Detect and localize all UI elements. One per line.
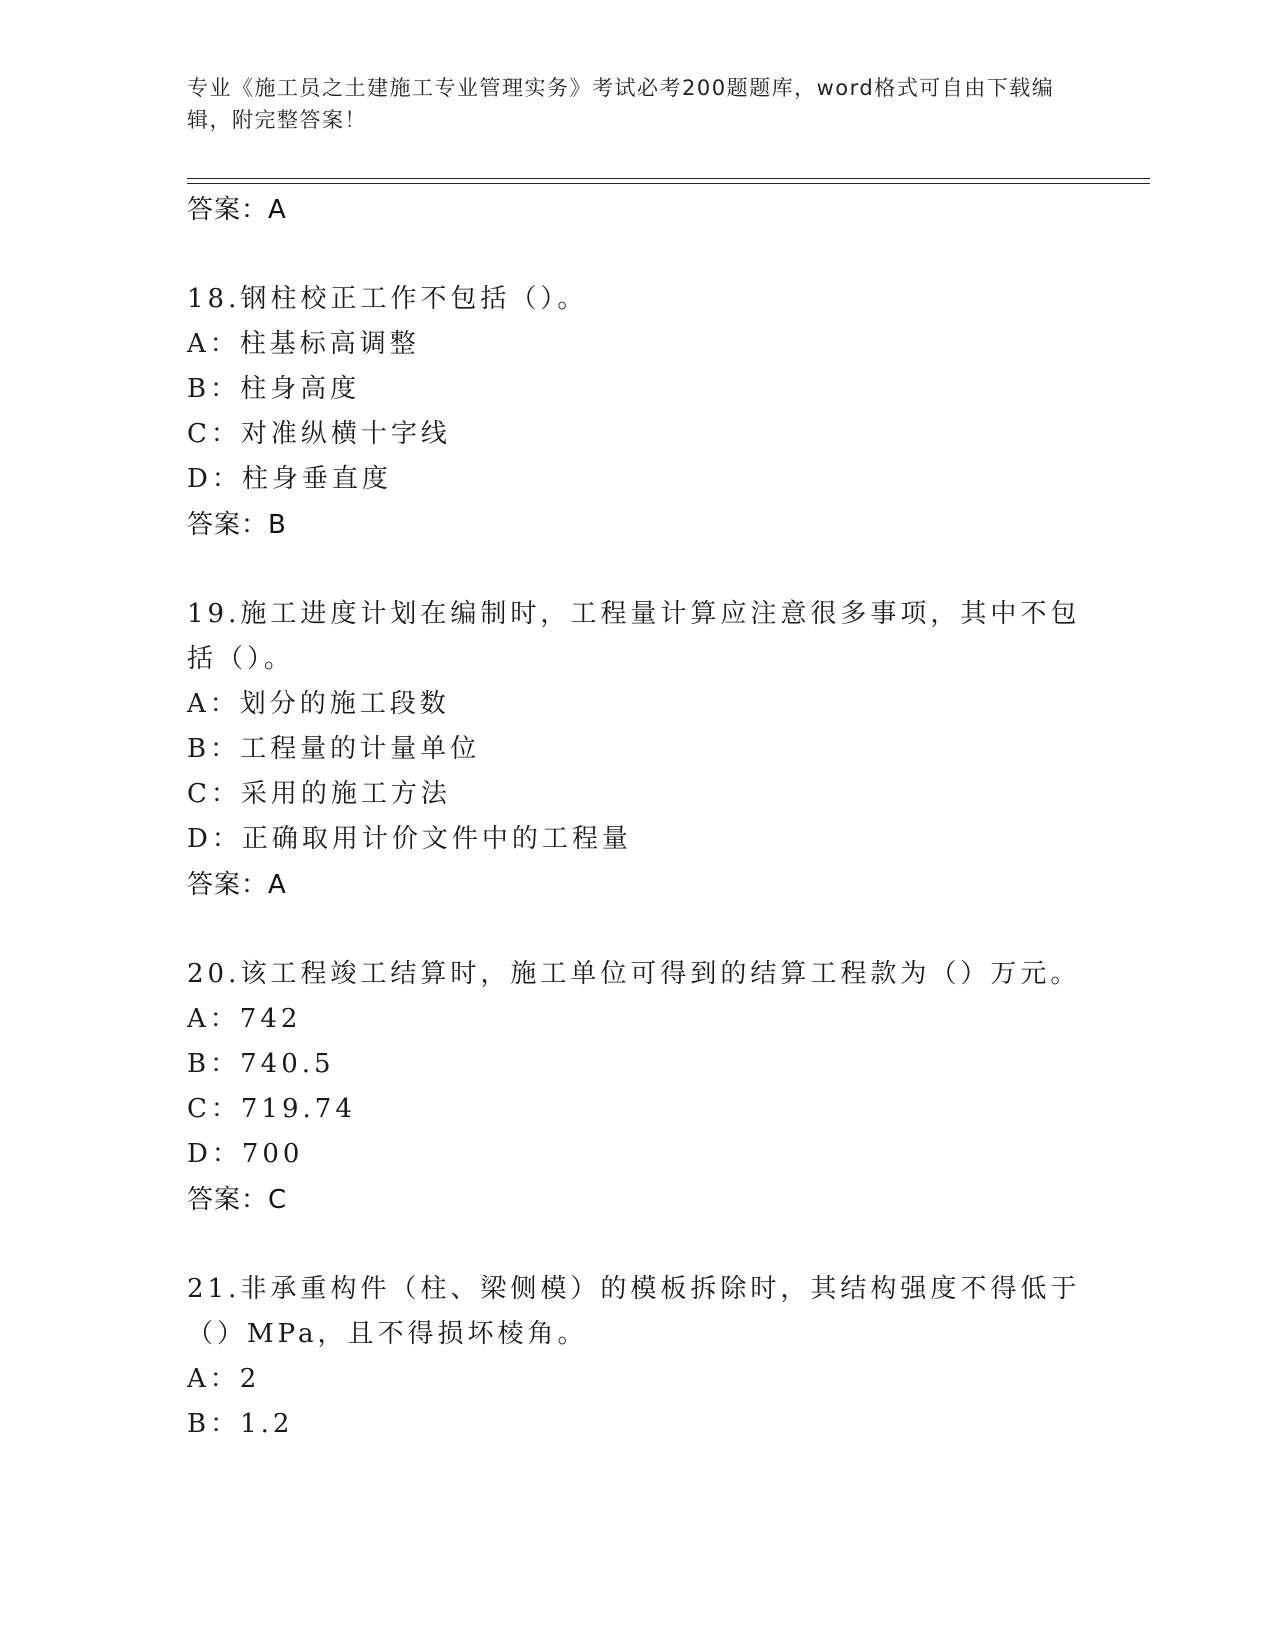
- option-a: A：柱基标高调整: [187, 329, 420, 359]
- question-18: [187, 277, 1087, 548]
- question-text: 21.非承重构件（柱、梁侧模）的模板拆除时，其结构强度不得低于（）MPa，且不得损坏棱角。: [187, 1274, 1081, 1349]
- option-a: A：2: [187, 1364, 261, 1394]
- answer-label: 答案：C: [187, 1185, 288, 1215]
- question-19: [187, 592, 1087, 908]
- question-20: [187, 952, 1087, 1223]
- question-text: 18.钢柱校正工作不包括（）。: [187, 284, 588, 314]
- question-text: 20.该工程竣工结算时，施工单位可得到的结算工程款为（）万元。: [187, 959, 1081, 989]
- document-body: [187, 187, 1087, 1447]
- option-b: B：工程量的计量单位: [187, 734, 481, 764]
- answer-label: 答案：A: [187, 870, 287, 900]
- answer-label: 答案：A: [187, 195, 287, 225]
- option-c: C：对准纵横十字线: [187, 419, 451, 449]
- document-header: 专业《施工员之土建施工专业管理实务》考试必考200题题库，word格式可自由下载编辑，附完整答案！: [187, 76, 1055, 132]
- header-divider-bottom: [187, 183, 1150, 184]
- option-c: C：719.74: [187, 1094, 356, 1124]
- question-text: 19.施工进度计划在编制时，工程量计算应注意很多事项，其中不包括（）。: [187, 599, 1081, 674]
- option-c: C：采用的施工方法: [187, 779, 451, 809]
- option-b: B：740.5: [187, 1049, 335, 1079]
- option-d: D：700: [187, 1139, 304, 1169]
- header-divider-top: [187, 178, 1150, 179]
- option-d: D：正确取用计价文件中的工程量: [187, 824, 632, 854]
- option-a: A：742: [187, 1004, 302, 1034]
- option-a: A：划分的施工段数: [187, 689, 450, 719]
- option-d: D：柱身垂直度: [187, 464, 392, 494]
- option-b: B：柱身高度: [187, 374, 361, 404]
- question-21: [187, 1267, 1087, 1447]
- option-b: B：1.2: [187, 1409, 294, 1439]
- answer-label: 答案：B: [187, 510, 287, 540]
